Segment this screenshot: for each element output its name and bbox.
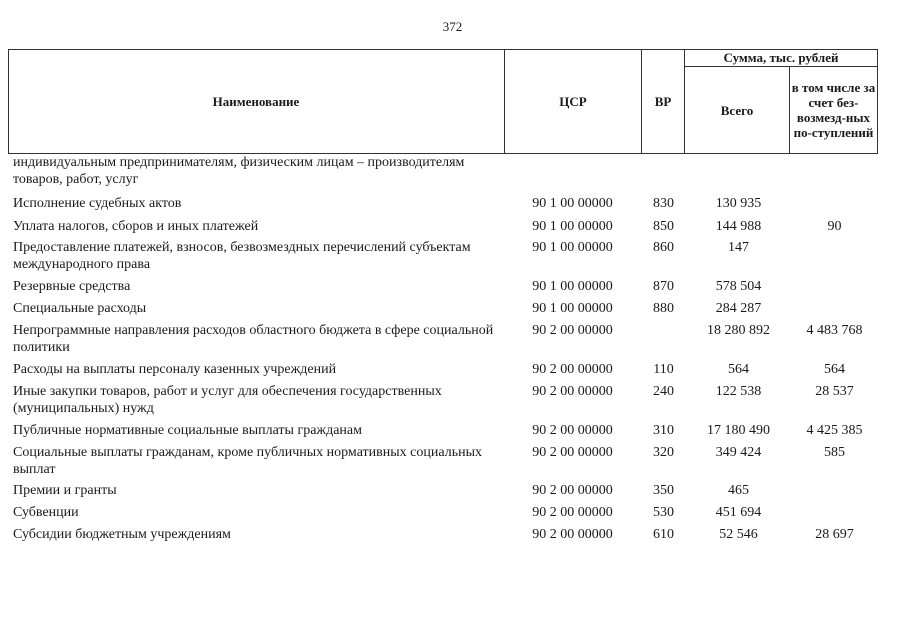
table-row: [8, 278, 878, 295]
page-number: 372: [442, 19, 463, 34]
cell-vr: 530: [653, 505, 674, 520]
cell-total: 52 546: [719, 527, 758, 542]
table-row: [8, 154, 878, 188]
cell-free: 564: [824, 362, 845, 377]
cell-csr: 90 1 00 00000: [532, 196, 613, 211]
cell-name: Субвенции: [13, 505, 79, 520]
cell-name: Социальные выплаты гражданам, кроме публичных нормативных социальных выплат: [13, 445, 482, 477]
table-row: [8, 218, 878, 235]
cell-total: 130 935: [715, 196, 762, 211]
cell-free: 90: [827, 219, 842, 234]
cell-name: Иные закупки товаров, работ и услуг для обеспечения государственных (муниципальных) нужд: [13, 384, 442, 416]
table-row: [8, 482, 878, 499]
header-sum-group: Сумма, тыс. рублей: [723, 50, 839, 65]
cell-csr: 90 2 00 00000: [532, 505, 613, 520]
cell-vr: 320: [653, 445, 674, 460]
cell-total: 451 694: [715, 505, 762, 520]
table-row: [8, 444, 878, 478]
cell-total: 18 280 892: [707, 323, 770, 338]
cell-vr: 350: [653, 483, 674, 498]
header-total: Всего: [720, 102, 754, 118]
cell-free: 28 697: [815, 527, 854, 542]
cell-vr: 870: [653, 279, 674, 294]
cell-name: Расходы на выплаты персоналу казенных учреждений: [13, 362, 337, 377]
table-row: [8, 383, 878, 417]
cell-vr: 850: [653, 219, 674, 234]
cell-free: 4 483 768: [806, 323, 863, 338]
cell-vr: 310: [653, 423, 674, 438]
cell-csr: 90 2 00 00000: [532, 483, 613, 498]
cell-total: 349 424: [715, 445, 762, 460]
cell-total: 144 988: [715, 219, 762, 234]
cell-vr: 110: [653, 362, 674, 377]
header-vr: ВР: [654, 93, 672, 109]
cell-vr: 240: [653, 384, 674, 399]
cell-total: 17 180 490: [707, 423, 770, 438]
cell-total: 122 538: [715, 384, 762, 399]
header-name: Наименование: [212, 93, 300, 109]
cell-total: 284 287: [715, 301, 762, 316]
cell-csr: 90 2 00 00000: [532, 323, 613, 338]
cell-csr: 90 2 00 00000: [532, 423, 613, 438]
cell-csr: 90 2 00 00000: [532, 362, 613, 377]
cell-csr: 90 2 00 00000: [532, 384, 613, 399]
cell-name: Непрограммные направления расходов областного бюджета в сфере социальной политики: [13, 323, 494, 355]
table-header: [8, 49, 878, 154]
cell-total: 147: [728, 240, 749, 255]
table-row: [8, 504, 878, 521]
cell-vr: 830: [653, 196, 674, 211]
cell-total: 578 504: [715, 279, 762, 294]
table-row: [8, 422, 878, 439]
cell-csr: 90 2 00 00000: [532, 527, 613, 542]
cell-csr: 90 2 00 00000: [532, 445, 613, 460]
table-row: [8, 195, 878, 212]
table-row: [8, 300, 878, 317]
header-free-receipts: в том числе за счет без-возмезд-ных по-ступлений: [791, 80, 876, 140]
cell-name: Специальные расходы: [13, 301, 147, 316]
cell-vr: 860: [653, 240, 674, 255]
cell-csr: 90 1 00 00000: [532, 279, 613, 294]
table-row: [8, 361, 878, 378]
cell-free: 585: [824, 445, 845, 460]
cell-free: 28 537: [815, 384, 854, 399]
header-right-border: [877, 49, 878, 154]
cell-csr: 90 1 00 00000: [532, 301, 613, 316]
cell-vr: 880: [653, 301, 674, 316]
header-csr: ЦСР: [559, 93, 587, 109]
cell-total: 465: [728, 483, 749, 498]
cell-name: Уплата налогов, сборов и иных платежей: [13, 219, 259, 234]
cell-name: Исполнение судебных актов: [13, 196, 182, 211]
cell-name: Предоставление платежей, взносов, безвозмездных перечислений субъектам международного права: [13, 240, 471, 272]
table-body: [8, 154, 878, 548]
cell-total: 564: [728, 362, 749, 377]
table-row: [8, 239, 878, 273]
cell-name: Резервные средства: [13, 279, 131, 294]
cell-name: индивидуальным предпринимателям, физическим лицам – производителям товаров, работ, услуг: [13, 155, 465, 187]
cell-name: Премии и гранты: [13, 483, 117, 498]
cell-name: Субсидии бюджетным учреждениям: [13, 527, 231, 542]
table-row: [8, 322, 878, 356]
cell-vr: 610: [653, 527, 674, 542]
table-row: [8, 526, 878, 543]
cell-csr: 90 1 00 00000: [532, 219, 613, 234]
cell-csr: 90 1 00 00000: [532, 240, 613, 255]
cell-free: 4 425 385: [806, 423, 863, 438]
cell-name: Публичные нормативные социальные выплаты гражданам: [13, 423, 362, 438]
